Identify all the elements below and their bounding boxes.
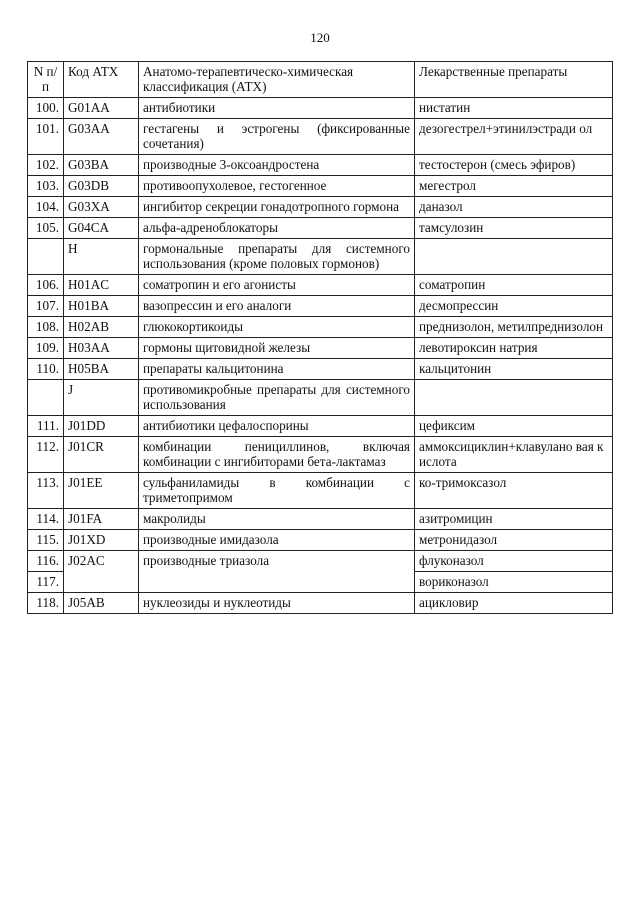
drug-name: десмопрессин <box>415 296 613 317</box>
row-number: 112. <box>28 437 64 473</box>
atc-classification: альфа-адреноблокаторы <box>139 218 415 239</box>
atc-code: H03AA <box>64 338 139 359</box>
atc-classification: комбинации пенициллинов, включая комбинации с ингибиторами бета-лактамаз <box>139 437 415 473</box>
atc-drug-table <box>27 61 613 614</box>
table-row <box>28 119 613 155</box>
drug-name: цефиксим <box>415 416 613 437</box>
row-number: 106. <box>28 275 64 296</box>
drug-name: флуконазол <box>415 551 613 572</box>
table-row <box>28 155 613 176</box>
atc-classification: вазопрессин и его аналоги <box>139 296 415 317</box>
row-number: 105. <box>28 218 64 239</box>
table-row <box>28 359 613 380</box>
table-row <box>28 275 613 296</box>
header-num: N п/п <box>28 62 64 98</box>
row-number: 111. <box>28 416 64 437</box>
drug-name: аммоксициклин+клавулано вая кислота <box>415 437 613 473</box>
drug-name: мегестрол <box>415 176 613 197</box>
atc-classification: гестагены и эстрогены (фиксированные сочетания) <box>139 119 415 155</box>
drug-name <box>415 239 613 275</box>
atc-classification: противомикробные препараты для системного использования <box>139 380 415 416</box>
row-number: 104. <box>28 197 64 218</box>
table-header-row <box>28 62 613 98</box>
drug-name: вориконазол <box>415 572 613 593</box>
header-drugs: Лекарственные препараты <box>415 62 613 98</box>
atc-code: G03BA <box>64 155 139 176</box>
table-row <box>28 338 613 359</box>
atc-classification: ингибитор секреции гонадотропного гормона <box>139 197 415 218</box>
atc-code: H <box>64 239 139 275</box>
atc-code: J01CR <box>64 437 139 473</box>
atc-code: J05AB <box>64 593 139 614</box>
atc-code: G03XA <box>64 197 139 218</box>
atc-code: J01XD <box>64 530 139 551</box>
atc-code: G03AA <box>64 119 139 155</box>
drug-name: дезогестрел+этинилэстради ол <box>415 119 613 155</box>
atc-code: H02AB <box>64 317 139 338</box>
table-row <box>28 416 613 437</box>
table-row <box>28 593 613 614</box>
drug-name <box>415 380 613 416</box>
atc-code: J01DD <box>64 416 139 437</box>
atc-code: H05BA <box>64 359 139 380</box>
atc-code: J01EE <box>64 473 139 509</box>
row-number: 108. <box>28 317 64 338</box>
atc-classification: производные имидазола <box>139 530 415 551</box>
atc-classification: нуклеозиды и нуклеотиды <box>139 593 415 614</box>
atc-code: H01BA <box>64 296 139 317</box>
drug-name: ко-тримоксазол <box>415 473 613 509</box>
atc-code: H01AC <box>64 275 139 296</box>
row-number: 118. <box>28 593 64 614</box>
atc-classification: противоопухолевое, гестогенное <box>139 176 415 197</box>
atc-code: G04CA <box>64 218 139 239</box>
atc-classification: антибиотики <box>139 98 415 119</box>
table-row <box>28 218 613 239</box>
drug-name: тамсулозин <box>415 218 613 239</box>
atc-classification: производные 3-оксоандростена <box>139 155 415 176</box>
page-number: 120 <box>310 30 330 45</box>
drug-name: соматропин <box>415 275 613 296</box>
table-row <box>28 98 613 119</box>
atc-classification: антибиотики цефалоспорины <box>139 416 415 437</box>
row-number <box>28 380 64 416</box>
drug-name: метронидазол <box>415 530 613 551</box>
atc-classification: соматропин и его агонисты <box>139 275 415 296</box>
row-number: 107. <box>28 296 64 317</box>
atc-classification: сульфаниламиды в комбинации с триметопримом <box>139 473 415 509</box>
atc-code: J01FA <box>64 509 139 530</box>
drug-name: тестостерон (смесь эфиров) <box>415 155 613 176</box>
row-number: 101. <box>28 119 64 155</box>
row-number: 115. <box>28 530 64 551</box>
table-row <box>28 317 613 338</box>
row-number: 117. <box>28 572 64 593</box>
table-row <box>28 509 613 530</box>
drug-name: левотироксин натрия <box>415 338 613 359</box>
atc-classification: препараты кальцитонина <box>139 359 415 380</box>
table-row <box>28 239 613 275</box>
row-number: 116. <box>28 551 64 572</box>
atc-classification: макролиды <box>139 509 415 530</box>
drug-name: азитромицин <box>415 509 613 530</box>
table-row <box>28 473 613 509</box>
row-number: 109. <box>28 338 64 359</box>
header-code: Код АТХ <box>64 62 139 98</box>
row-number: 110. <box>28 359 64 380</box>
row-number: 103. <box>28 176 64 197</box>
atc-classification: гормоны щитовидной железы <box>139 338 415 359</box>
atc-classification: глюкокортикоиды <box>139 317 415 338</box>
table-row <box>28 380 613 416</box>
header-classification: Анатомо-терапевтическо-химическая классификация (АТХ) <box>139 62 415 98</box>
row-number: 100. <box>28 98 64 119</box>
atc-classification: гормональные препараты для системного использования (кроме половых гормонов) <box>139 239 415 275</box>
drug-name: преднизолон, метилпреднизолон <box>415 317 613 338</box>
atc-code: G01AA <box>64 98 139 119</box>
row-number: 102. <box>28 155 64 176</box>
table-row <box>28 551 613 572</box>
atc-code: J <box>64 380 139 416</box>
row-number: 113. <box>28 473 64 509</box>
table-row <box>28 530 613 551</box>
row-number <box>28 239 64 275</box>
drug-name: кальцитонин <box>415 359 613 380</box>
table-row <box>28 437 613 473</box>
atc-code: G03DB <box>64 176 139 197</box>
row-number: 114. <box>28 509 64 530</box>
table-row <box>28 176 613 197</box>
drug-name: нистатин <box>415 98 613 119</box>
atc-classification: производные триазола <box>139 551 415 593</box>
table-row <box>28 197 613 218</box>
atc-code: J02AC <box>64 551 139 593</box>
drug-name: даназол <box>415 197 613 218</box>
drug-name: ацикловир <box>415 593 613 614</box>
table-row <box>28 296 613 317</box>
